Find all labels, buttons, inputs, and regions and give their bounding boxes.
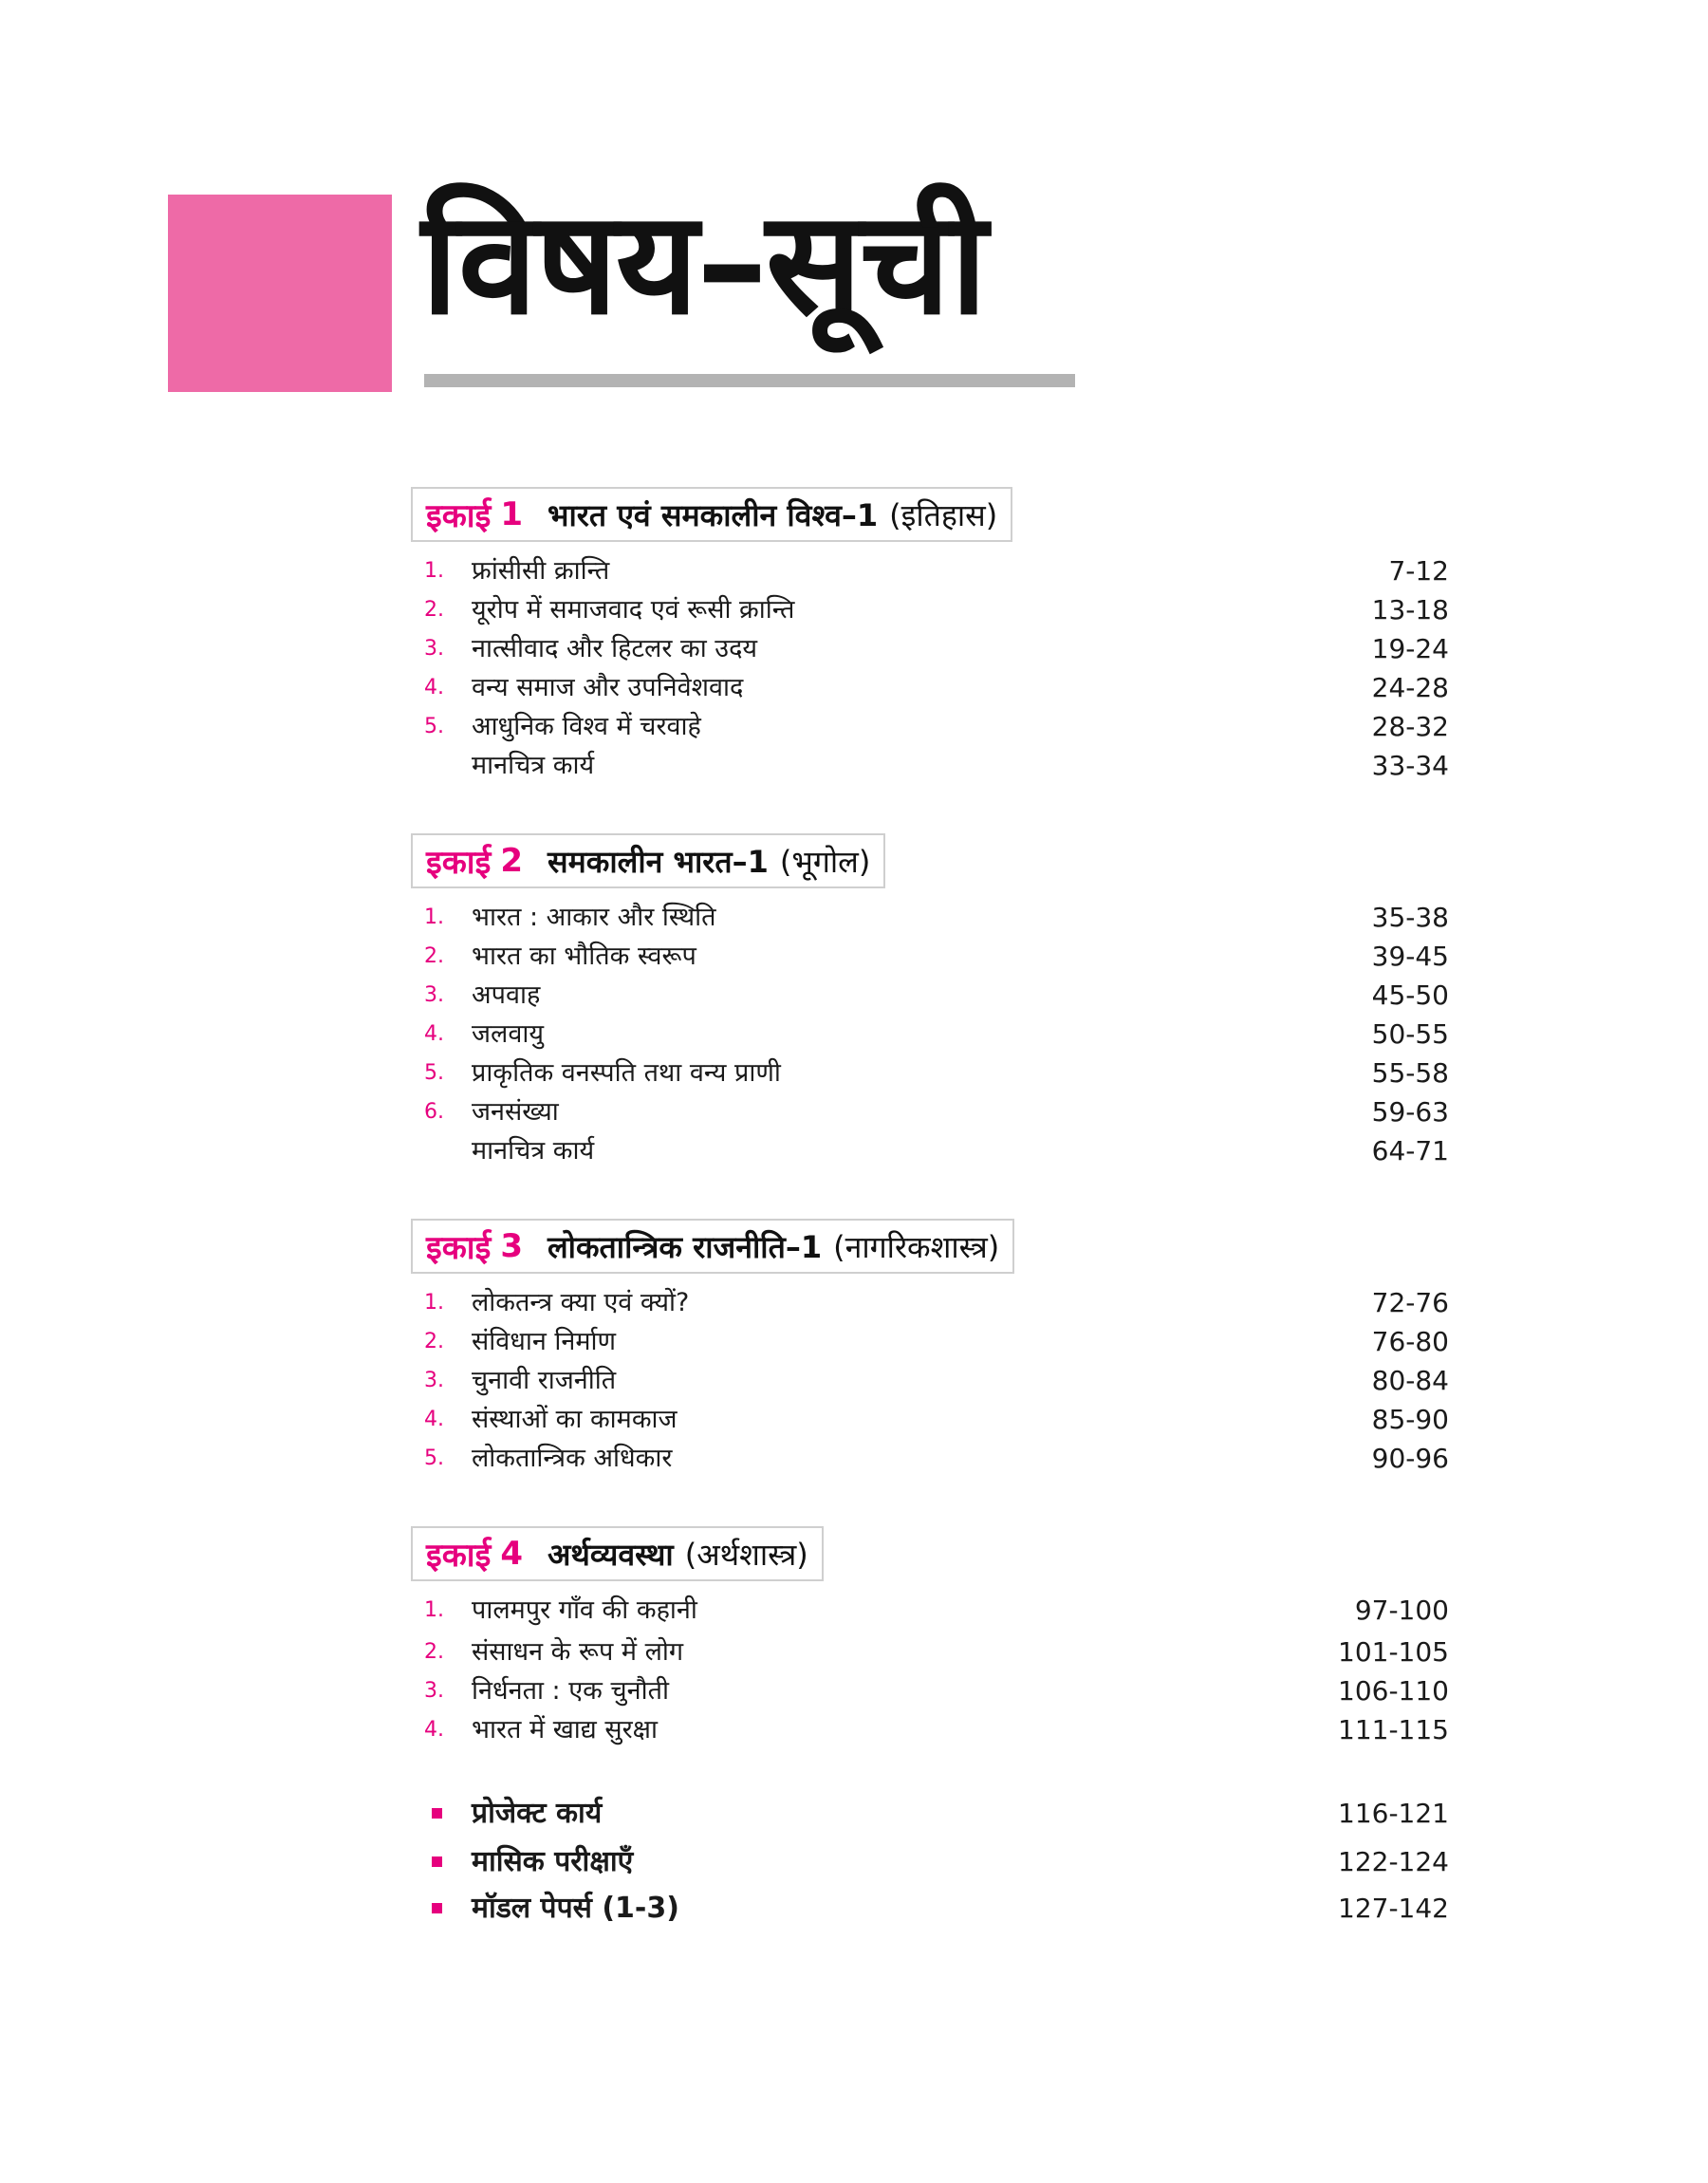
chapter-title: प्राकृतिक वनस्पति तथा वन्य प्राणी (472, 1058, 781, 1088)
toc-row[interactable] (424, 552, 1449, 590)
page-range: 72-76 (1371, 1287, 1449, 1318)
chapter-number: 4. (424, 1408, 444, 1431)
chapter-title: जलवायु (472, 1019, 545, 1049)
unit-label: इकाई (426, 497, 492, 535)
page-range: 116-121 (1338, 1798, 1449, 1829)
extra-item[interactable] (424, 1792, 1449, 1836)
page-range: 111-115 (1338, 1714, 1449, 1745)
extra-title: मॉडल पेपर्स (1-3) (472, 1892, 679, 1925)
unit-1-header (411, 487, 1012, 542)
page-range: 7-12 (1388, 555, 1449, 587)
chapter-number: 5. (424, 1446, 444, 1470)
unit-3-header (411, 1219, 1014, 1274)
unit-title: भारत एवं समकालीन विश्व–1 (547, 496, 879, 533)
toc-row[interactable] (424, 1633, 1449, 1671)
unit-number: 1 (500, 495, 523, 533)
chapter-number: 2. (424, 598, 444, 622)
toc-row[interactable] (424, 938, 1449, 976)
chapter-title: भारत में खाद्य सुरक्षा (472, 1715, 659, 1745)
chapter-title: फ्रांसीसी क्रान्ति (472, 556, 610, 586)
unit-subject: (अर्थशास्त्र) (684, 1536, 808, 1573)
chapter-number: 5. (424, 715, 444, 738)
unit-title: अर्थव्यवस्था (547, 1536, 674, 1573)
chapter-title: संस्थाओं का कामकाज (472, 1405, 678, 1434)
chapter-number: 2. (424, 1330, 444, 1353)
bullet-marker (432, 1808, 442, 1819)
chapter-number: 1. (424, 559, 444, 583)
page-range: 55-58 (1371, 1057, 1449, 1089)
unit-label: इकाई (426, 1229, 492, 1267)
page-range: 33-34 (1371, 750, 1449, 781)
page-range: 101-105 (1338, 1636, 1449, 1668)
page-range: 13-18 (1371, 594, 1449, 625)
chapter-number: 2. (424, 944, 444, 968)
toc-row[interactable] (424, 899, 1449, 937)
chapter-title: चुनावी राजनीति (472, 1366, 617, 1395)
unit-title: समकालीन भारत–1 (547, 843, 769, 880)
toc-row[interactable] (424, 1592, 1449, 1630)
unit-label: इकाई (426, 1537, 492, 1575)
page-range: 19-24 (1371, 633, 1449, 664)
extra-item[interactable] (424, 1887, 1449, 1931)
toc-row[interactable] (424, 669, 1449, 707)
page-range: 97-100 (1354, 1595, 1449, 1626)
page-range: 64-71 (1371, 1135, 1449, 1166)
chapter-number: 1. (424, 1291, 444, 1315)
chapter-title: नात्सीवाद और हिटलर का उदय (472, 634, 758, 663)
chapter-title: संसाधन के रूप में लोग (472, 1637, 684, 1667)
page-title: विषय–सूची (421, 181, 986, 346)
page-range: 28-32 (1371, 711, 1449, 742)
toc-row[interactable] (424, 977, 1449, 1015)
chapter-title: भारत का भौतिक स्वरूप (472, 942, 696, 971)
chapter-number: 5. (424, 1061, 444, 1085)
chapter-number: 4. (424, 1022, 444, 1046)
page-range: 59-63 (1371, 1096, 1449, 1128)
page-range: 35-38 (1371, 902, 1449, 933)
toc-row[interactable] (424, 1132, 1449, 1170)
page-range: 106-110 (1338, 1675, 1449, 1707)
chapter-title: लोकतन्त्र क्या एवं क्यों? (472, 1288, 690, 1317)
bullet-marker (432, 1856, 442, 1867)
toc-row[interactable] (424, 1054, 1449, 1092)
unit-2-header (411, 833, 885, 888)
chapter-title: अपवाह (472, 980, 541, 1010)
page-range: 76-80 (1371, 1326, 1449, 1357)
chapter-number: 4. (424, 1718, 444, 1742)
chapter-number: 3. (424, 983, 444, 1007)
chapter-title: पालमपुर गाँव की कहानी (472, 1595, 697, 1625)
unit-subject: (भूगोल) (779, 843, 871, 880)
unit-subject: (इतिहास) (889, 496, 998, 533)
toc-row[interactable] (424, 747, 1449, 785)
page-range: 127-142 (1338, 1893, 1449, 1924)
page-range: 122-124 (1338, 1846, 1449, 1877)
page-range: 24-28 (1371, 672, 1449, 703)
chapter-title: मानचित्र कार्य (472, 751, 595, 780)
toc-row[interactable] (424, 1323, 1449, 1361)
chapter-number: 3. (424, 1369, 444, 1392)
page-range: 90-96 (1371, 1443, 1449, 1474)
toc-row[interactable] (424, 1401, 1449, 1439)
chapter-title: मानचित्र कार्य (472, 1136, 595, 1166)
toc-row[interactable] (424, 1440, 1449, 1478)
chapter-title: वन्य समाज और उपनिवेशवाद (472, 673, 744, 702)
unit-number: 4 (500, 1535, 523, 1573)
unit-number: 3 (500, 1227, 523, 1265)
toc-row[interactable] (424, 1093, 1449, 1131)
page-range: 39-45 (1371, 941, 1449, 972)
unit-4-header (411, 1526, 824, 1581)
page-range: 80-84 (1371, 1365, 1449, 1396)
chapter-title: लोकतान्त्रिक अधिकार (472, 1444, 673, 1473)
chapter-number: 1. (424, 1598, 444, 1622)
page-range: 50-55 (1371, 1018, 1449, 1050)
toc-row[interactable] (424, 591, 1449, 629)
toc-row[interactable] (424, 1362, 1449, 1400)
bullet-marker (432, 1903, 442, 1913)
chapter-number: 3. (424, 1679, 444, 1703)
chapter-number: 4. (424, 676, 444, 700)
chapter-number: 1. (424, 905, 444, 929)
chapter-title: आधुनिक विश्व में चरवाहे (472, 712, 701, 741)
toc-row[interactable] (424, 708, 1449, 746)
chapter-number: 3. (424, 637, 444, 661)
toc-row[interactable] (424, 1672, 1449, 1710)
chapter-title: यूरोप में समाजवाद एवं रूसी क्रान्ति (472, 595, 795, 625)
unit-title: लोकतान्त्रिक राजनीति–1 (547, 1228, 823, 1265)
chapter-title: जनसंख्या (472, 1097, 559, 1127)
chapter-title: संविधान निर्माण (472, 1327, 617, 1356)
unit-subject: (नागरिकशास्त्र) (833, 1228, 1000, 1265)
chapter-number: 6. (424, 1100, 444, 1124)
page-range: 85-90 (1371, 1404, 1449, 1435)
toc-row[interactable] (424, 1711, 1449, 1749)
title-underline (424, 374, 1075, 387)
unit-label: इकाई (426, 844, 492, 882)
toc-row[interactable] (424, 1284, 1449, 1322)
extra-item[interactable] (424, 1840, 1449, 1884)
extra-title: मासिक परीक्षाएँ (472, 1845, 634, 1878)
toc-row[interactable] (424, 1016, 1449, 1054)
toc-row[interactable] (424, 630, 1449, 668)
chapter-title: निर्धनता : एक चुनौती (472, 1676, 669, 1706)
page-range: 45-50 (1371, 980, 1449, 1011)
chapter-number: 2. (424, 1640, 444, 1664)
pink-accent-block (168, 195, 392, 392)
chapter-title: भारत : आकार और स्थिति (472, 903, 716, 932)
extra-title: प्रोजेक्ट कार्य (472, 1797, 603, 1830)
unit-number: 2 (500, 842, 523, 880)
